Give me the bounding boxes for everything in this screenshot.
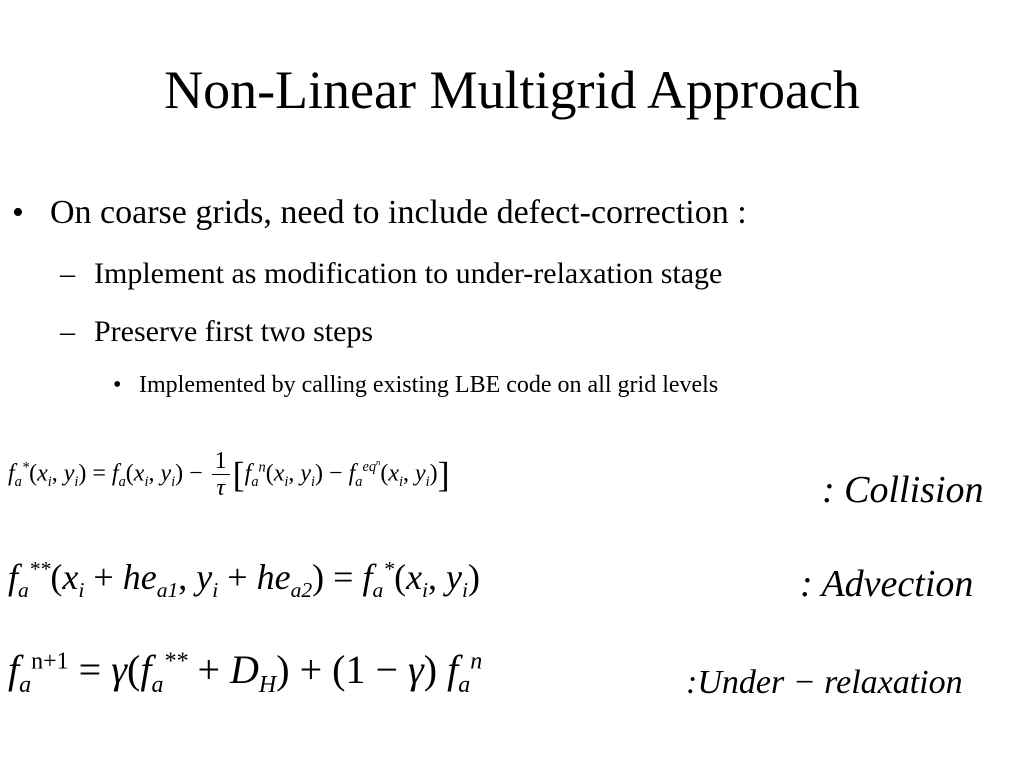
equation-collision: $f_a^*(x_i$, $y_i) = f_a(x_i$, $y_i$) − $\frac{1}{\tau}$ [$f_a^n(x_i$, $y_i) - f_a^{eq^n}(x_i$, $y_i$)] [8,448,450,502]
subsubbullet-text: Implemented by calling existing LBE code on all grid levels [139,372,719,398]
fraction-denominator: τ [216,475,225,502]
slide-title: Non-Linear Multigrid Approach [164,60,860,120]
fraction-numerator: 1 [212,448,230,475]
dash-marker: – [60,315,75,348]
subbullet-2 [60,312,373,352]
fraction [212,448,230,502]
subbullet-1-text: Implement as modification to under-relaxation stage [94,257,723,290]
equation-under-relaxation-label: :Under − relaxation [686,664,963,701]
equation-advection-label: : Advection [800,563,974,605]
equation-collision-label: : Collision [822,469,984,511]
bullet-main-text: On coarse grids, need to include defect-correction : [50,194,747,231]
bullet-marker: • [113,372,122,398]
subsubbullet [113,368,718,402]
bullet-main [12,190,747,236]
subbullet-1 [60,254,722,294]
dash-marker: – [60,257,75,290]
equation-advection: $f_a^{**}(x_i + he_{a1}$, $y_i + he_{a2}) = f_a^*(x_i$, $y_i$) [8,557,481,603]
subbullet-2-text: Preserve first two steps [94,315,374,348]
bullet-marker: • [12,194,24,231]
equation-under-relaxation: $f_a^{n+1} = \gamma(f_a^{**} + D_H) + (1 - \gamma)$ $f_a^n$ [8,647,483,698]
